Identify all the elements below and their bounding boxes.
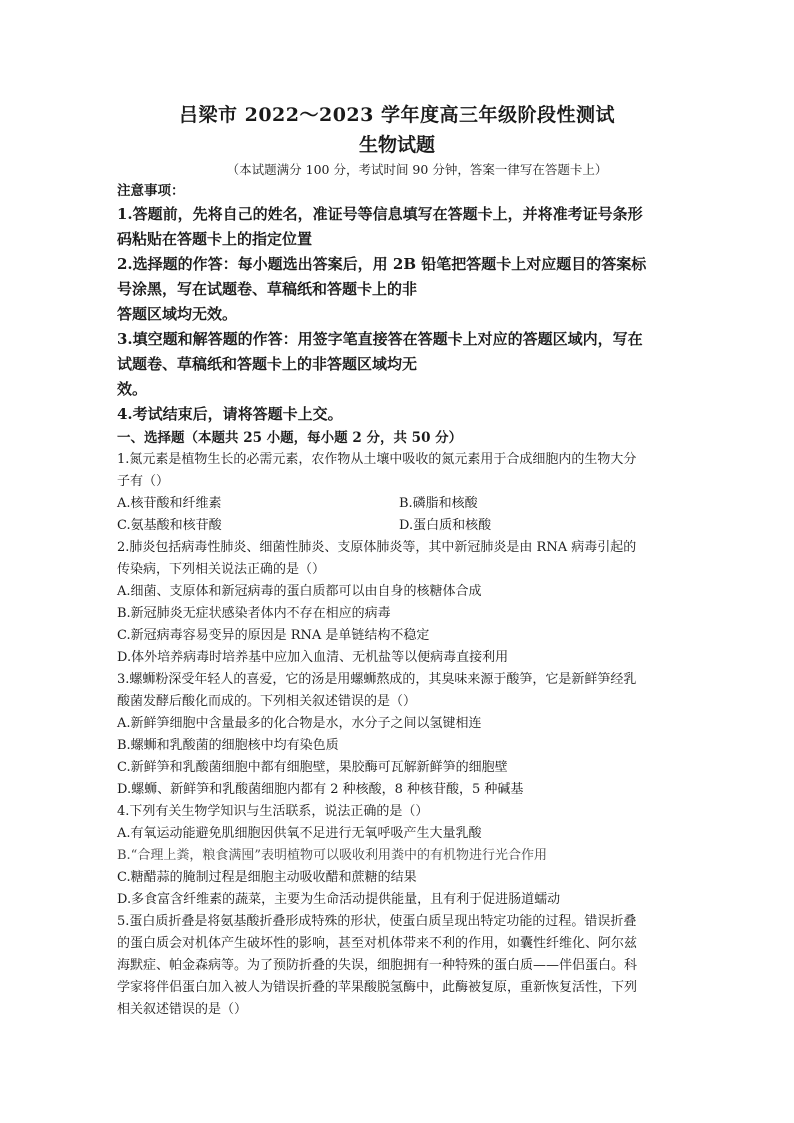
option-c: C.新鲜笋和乳酸菌细胞中都有细胞壁，果胶酶可瓦解新鲜笋的细胞壁	[117, 760, 508, 775]
question-1-stem: 子有（）	[117, 474, 170, 489]
section-heading: 一、选择题（本题共 25 小题，每小题 2 分，共 50 分）	[117, 430, 463, 446]
question-2-stem: 传染病，下列相关说法正确的是（）	[117, 562, 326, 577]
option-d: D.蛋白质和核酸	[399, 518, 492, 533]
option-a: A.新鲜笋细胞中含量最多的化合物是水，水分子之间以氢键相连	[117, 716, 482, 731]
option-b: B.磷脂和核酸	[399, 496, 478, 511]
option-b: B.螺蛳和乳酸菌的细胞核中均有染色质	[117, 738, 339, 753]
exam-page	[117, 100, 677, 1021]
notice-line: 号涂黑，写在试题卷、草稿纸和答题卡上的非	[117, 280, 418, 298]
notice-line: 3.填空题和解答题的作答：用签字笔直接答在答题卡上对应的答题区域内，写在	[117, 330, 643, 348]
option-b: B.“合理上粪，粮食满囤”表明植物可以吸收利用粪中的有机物进行光合作用	[117, 848, 547, 863]
question-3-stem: 酸菌发酵后酸化而成的。下列相关叙述错误的是（）	[117, 694, 417, 709]
option-d: D.多食富含纤维素的蔬菜，主要为生命活动提供能量，且有利于促进肠道蠕动	[117, 892, 561, 907]
option-a: A.细菌、支原体和新冠病毒的蛋白质都可以由自身的核糖体合成	[117, 584, 482, 599]
question-1-stem: 1.氮元素是植物生长的必需元素，农作物从土壤中吸收的氮元素用于合成细胞内的生物大分	[117, 452, 637, 467]
option-a: A.有氧运动能避免肌细胞因供氧不足进行无氧呼吸产生大量乳酸	[117, 826, 482, 841]
option-a: A.核苷酸和纤维素	[117, 496, 222, 511]
exam-subject: 生物试题	[358, 134, 435, 156]
question-1-options-row	[117, 493, 677, 515]
notice-line: 1.答题前，先将自己的姓名，准证号等信息填写在答题卡上，并将准考证号条形	[117, 205, 643, 223]
notice-line: 试题卷、草稿纸和答题卡上的非答题区域均无	[117, 355, 418, 373]
option-c: C.新冠病毒容易变异的原因是 RNA 是单链结构不稳定	[117, 628, 430, 643]
question-1-options-row	[117, 515, 677, 537]
notice-line: 码粘贴在答题卡上的指定位置	[117, 230, 313, 248]
question-5-stem: 学家将伴侣蛋白加入被人为错误折叠的苹果酸脱氢酶中，此酶被复原，重新恢复活性，下列	[117, 980, 638, 995]
option-c: C.糖醋蒜的腌制过程是细胞主动吸收醋和蔗糖的结果	[117, 870, 417, 885]
question-5-stem: 相关叙述错误的是（）	[117, 1002, 248, 1017]
option-d: D.体外培养病毒时培养基中应加入血清、无机盐等以便病毒直接利用	[117, 650, 509, 665]
question-5-stem: 5.蛋白质折叠是将氨基酸折叠形成特殊的形状，使蛋白质呈现出特定功能的过程。错误折叠	[117, 914, 637, 929]
exam-title: 吕梁市 2022～2023 学年度高三年级阶段性测试	[179, 104, 615, 126]
notice-line: 答题区域均无效。	[117, 305, 238, 323]
option-b: B.新冠肺炎无症状感染者体内不存在相应的病毒	[117, 606, 391, 621]
option-c: C.氨基酸和核苷酸	[117, 518, 222, 533]
question-4-stem: 4.下列有关生物学知识与生活联系，说法正确的是（）	[117, 804, 429, 819]
question-5-stem: 海默症、帕金森病等。为了预防折叠的失误，细胞拥有一种特殊的蛋白质——伴侣蛋白。科	[117, 958, 638, 973]
notice-heading: 注意事项：	[117, 183, 185, 199]
question-5-stem: 的蛋白质会对机体产生破坏性的影响，甚至对机体带来不利的作用，如囊性纤维化、阿尔兹	[117, 936, 638, 951]
option-d: D.螺蛳、新鲜笋和乳酸菌细胞内都有 2 种核酸，8 种核苷酸，5 种碱基	[117, 782, 524, 797]
notice-line: 2.选择题的作答：每小题选出答案后，用 2B 铅笔把答题卡上对应题目的答案标	[117, 255, 647, 273]
exam-note: （本试题满分 100 分，考试时间 90 分钟，答案一律写在答题卡上）	[226, 162, 608, 177]
question-2-stem: 2.肺炎包括病毒性肺炎、细菌性肺炎、支原体肺炎等，其中新冠肺炎是由 RNA 病毒引起的	[117, 540, 637, 555]
notice-line: 4.考试结束后，请将答题卡上交。	[117, 405, 343, 423]
question-3-stem: 3.螺蛳粉深受年轻人的喜爱，它的汤是用螺蛳熬成的，其臭味来源于酸笋，它是新鲜笋经乳	[117, 672, 637, 687]
notice-line: 效。	[117, 380, 148, 398]
